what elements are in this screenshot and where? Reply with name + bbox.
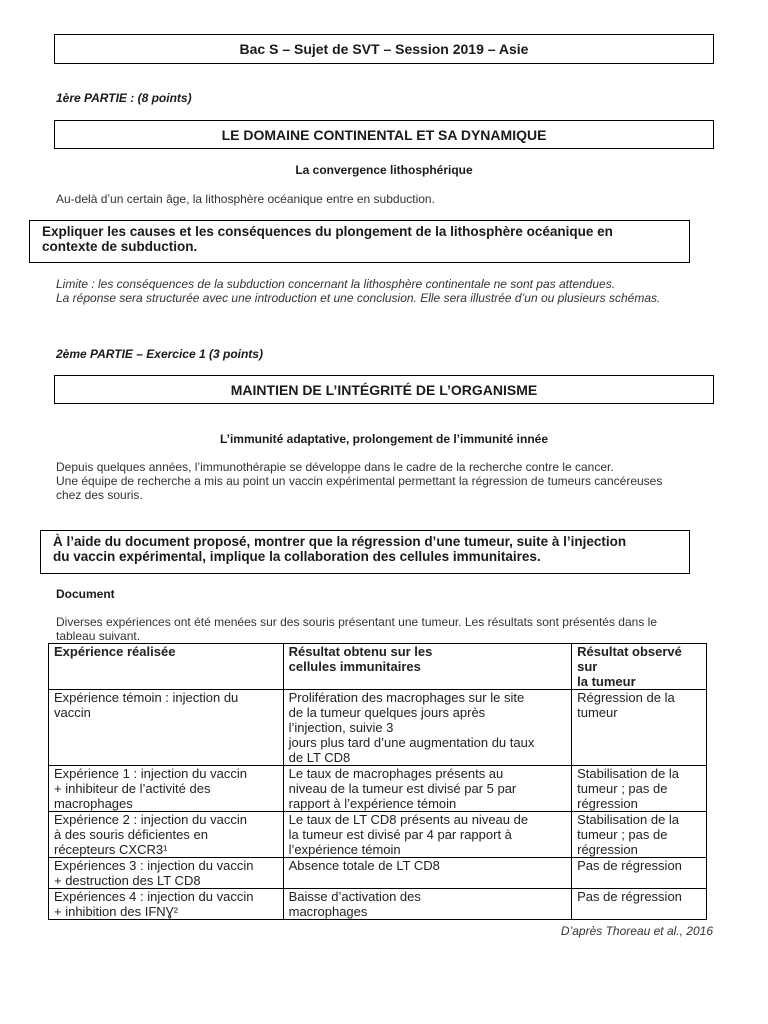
table-cell-line: à des souris déficientes en	[54, 827, 208, 842]
table-row	[49, 858, 707, 889]
part1-label: 1ère PARTIE : (8 points)	[56, 91, 192, 105]
table-cell-line: Le taux de macrophages présents au	[288, 766, 504, 781]
table-cell-immune-result	[283, 812, 572, 858]
table-cell-line: Le taux de LT CD8 présents au niveau de	[288, 812, 529, 827]
part1-task-box	[29, 220, 690, 263]
part2-task-line1: À l’aide du document proposé, montrer que la régression d’une tumeur, suite à l’injection	[53, 534, 627, 549]
part2-intro-line3: chez des souris.	[56, 488, 143, 502]
table-header-line: cellules immunitaires	[288, 659, 421, 674]
part2-intro-line1: Depuis quelques années, l’immunothérapie se développe dans le cadre de la recherche contre le cancer.	[56, 460, 614, 474]
table-cell-line: Absence totale de LT CD8	[288, 858, 440, 873]
table-header-line: Résultat obtenu sur les	[288, 644, 433, 659]
part1-heading: LE DOMAINE CONTINENTAL ET SA DYNAMIQUE	[221, 126, 547, 143]
header-title-box	[54, 34, 714, 64]
table-cell-line: + destruction des LT CD8	[54, 873, 201, 888]
table-row	[49, 812, 707, 858]
part2-subheading: L’immunité adaptative, prolongement de l’immunité innée	[219, 432, 549, 446]
table-cell-line: Expérience témoin : injection du	[54, 690, 239, 705]
table-cell-line: Pas de régression	[577, 889, 682, 904]
table-cell-line: Expérience 2 : injection du vaccin	[54, 812, 247, 827]
table-cell-line: Expérience 1 : injection du vaccin	[54, 766, 247, 781]
table-cell-line: Prolifération des macrophages sur le site	[288, 690, 525, 705]
table-header-line: la tumeur	[577, 674, 636, 689]
table-cell-immune-result	[283, 766, 572, 812]
results-table	[48, 643, 707, 920]
part2-intro-line2: Une équipe de recherche a mis au point un vaccin expérimental permettant la régression de tumeurs cancéreuses	[56, 474, 663, 488]
table-cell-line: tumeur ; pas de	[577, 827, 668, 842]
table-cell-experiment	[49, 889, 284, 920]
part2-label: 2ème PARTIE – Exercice 1 (3 points)	[56, 347, 263, 361]
part1-task-line1: Expliquer les causes et les conséquences du plongement de la lithosphère océanique en	[42, 224, 613, 239]
table-cell-line: tumeur ; pas de	[577, 781, 668, 796]
table-cell-immune-result	[283, 889, 572, 920]
document-intro	[56, 615, 657, 643]
table-cell-line: la tumeur est divisé par 4 par rapport à	[288, 827, 512, 842]
table-header-line: sur	[577, 659, 598, 674]
table-cell-line: macrophages	[54, 796, 133, 811]
table-header-line: Résultat observé	[577, 644, 682, 659]
table-cell-immune-result	[283, 690, 572, 766]
table-cell-tumor-result	[572, 889, 707, 920]
table-cell-experiment	[49, 812, 284, 858]
table-cell-line: rapport à l’expérience témoin	[288, 796, 457, 811]
table-cell-line: Stabilisation de la	[577, 812, 680, 827]
table-cell-line: régression	[577, 842, 638, 857]
table-body	[49, 690, 707, 920]
table-cell-experiment	[49, 858, 284, 889]
table-cell-line: jours plus tard d’une augmentation du taux	[288, 735, 535, 750]
table-cell-line: régression	[577, 796, 638, 811]
part1-subheading: La convergence lithosphérique	[295, 163, 473, 177]
table-cell-tumor-result	[572, 812, 707, 858]
table-cell-line: l’expérience témoin	[288, 842, 401, 857]
table-cell-tumor-result	[572, 690, 707, 766]
table-cell-tumor-result	[572, 766, 707, 812]
part1-limit-line1: Limite : les conséquences de la subduction concernant la lithosphère continentale ne sont pas attendues.	[56, 277, 616, 291]
table-header-line: Expérience réalisée	[54, 644, 176, 659]
document-intro-line2: tableau suivant.	[56, 629, 141, 643]
table-cell-line: + inhibiteur de l’activité des	[54, 781, 211, 796]
table-cell-line: Expériences 4 : injection du vaccin	[54, 889, 254, 904]
table-cell-immune-result	[283, 858, 572, 889]
table-header-row	[49, 644, 707, 690]
part1-limit-line2: La réponse sera structurée avec une introduction et une conclusion. Elle sera illustrée d’un ou plusieurs schémas.	[56, 291, 661, 305]
part1-limit	[56, 277, 660, 305]
table-cell-line: niveau de la tumeur est divisé par 5 par	[288, 781, 517, 796]
table-cell-line: Baisse d’activation des	[288, 889, 421, 904]
header-title: Bac S – Sujet de SVT – Session 2019 – Asie	[239, 41, 529, 57]
part2-task-line2: du vaccin expérimental, implique la collaboration des cellules immunitaires.	[53, 549, 541, 564]
part2-task-box	[40, 530, 690, 574]
part1-heading-box	[54, 120, 714, 149]
source-citation: D’après Thoreau et al., 2016	[560, 924, 713, 938]
table-cell-line: macrophages	[288, 904, 368, 919]
table-cell-line: de LT CD8	[288, 750, 351, 765]
part2-heading: MAINTIEN DE L’INTÉGRITÉ DE L’ORGANISME	[230, 381, 538, 398]
table-cell-line: l’injection, suivie 3	[288, 720, 394, 735]
table-cell-experiment	[49, 690, 284, 766]
table-header-experiment	[49, 644, 284, 690]
table-row	[49, 766, 707, 812]
table-cell-line: récepteurs CXCR3¹	[54, 842, 168, 857]
table-cell-tumor-result	[572, 858, 707, 889]
part1-intro: Au-delà d’un certain âge, la lithosphère océanique entre en subduction.	[56, 192, 435, 206]
table-cell-line: tumeur	[577, 705, 618, 720]
table-header-immune-result	[283, 644, 572, 690]
table-row	[49, 690, 707, 766]
table-cell-line: vaccin	[54, 705, 91, 720]
table-row	[49, 889, 707, 920]
part2-heading-box	[54, 375, 714, 404]
document-label: Document	[56, 587, 115, 601]
table-cell-line: Pas de régression	[577, 858, 682, 873]
table-cell-line: + inhibition des IFNƔ²	[54, 904, 179, 919]
document-intro-line1: Diverses expériences ont été menées sur des souris présentant une tumeur. Les résultats sont présentés dans le	[56, 615, 657, 629]
table-cell-line: Stabilisation de la	[577, 766, 680, 781]
table-cell-line: de la tumeur quelques jours après	[288, 705, 486, 720]
table-cell-line: Expériences 3 : injection du vaccin	[54, 858, 254, 873]
part1-task-line2: contexte de subduction.	[42, 239, 198, 254]
table-cell-line: Régression de la	[577, 690, 675, 705]
table-cell-experiment	[49, 766, 284, 812]
table-header-tumor-result	[572, 644, 707, 690]
part2-intro	[56, 460, 662, 502]
